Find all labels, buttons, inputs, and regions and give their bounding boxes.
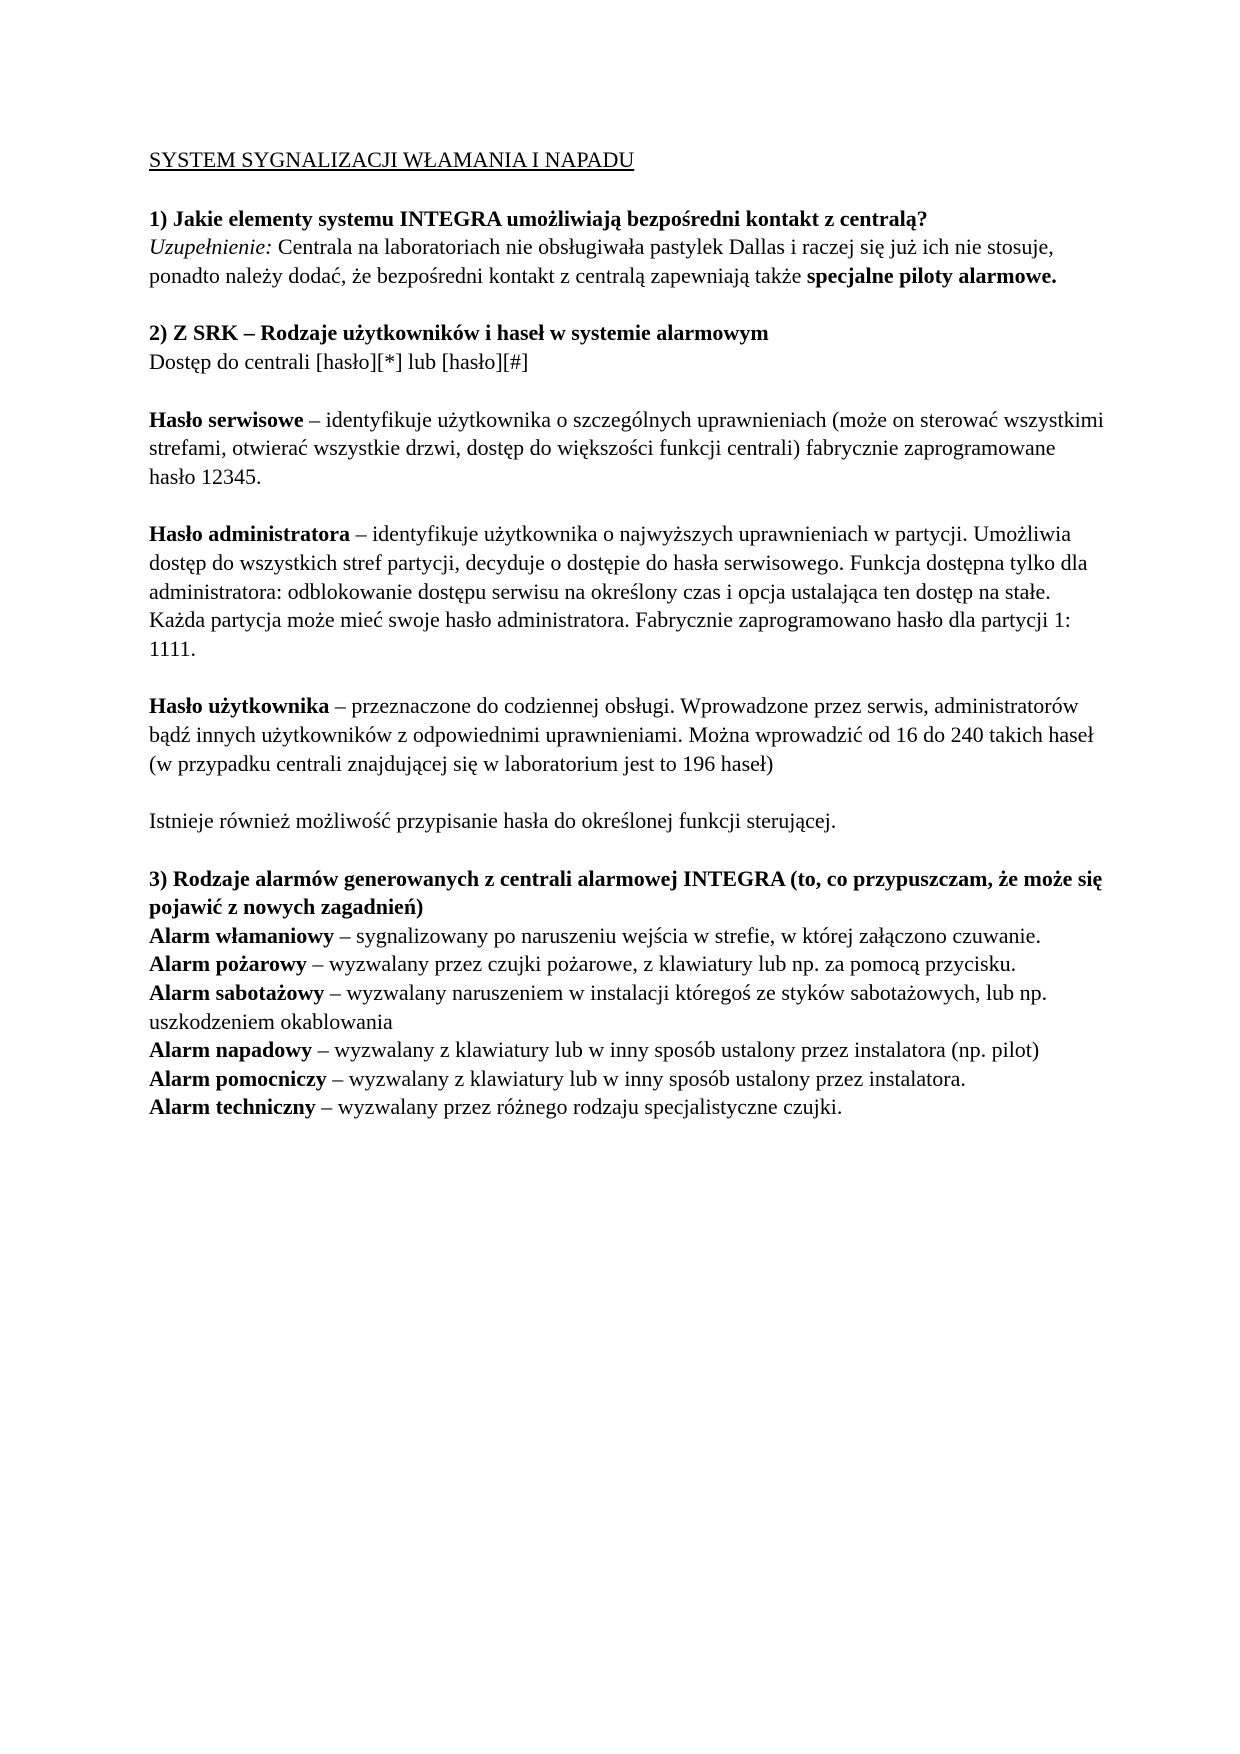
note-paragraph [149,807,1104,836]
section-2-heading: 2) Z SRK – Rodzaje użytkowników i haseł w systemie alarmowym [149,320,769,346]
alarm-text: – sygnalizowany po naruszeniu wejścia w strefie, w której załączono czuwanie. [334,922,1041,948]
section-1-supplement [149,233,1104,290]
alarm-text: – wyzwalany z klawiatury lub w inny sposób ustalony przez instalatora (np. pilot) [312,1037,1040,1063]
service-password-text: – identyfikuje użytkownika o szczególnych uprawnieniach (może on sterować wszystkimi strefami, otwierać wszystkie drzwi, dostęp do większości funkcji centrali) fabrycznie zaprogramowane hasło 12345. [149,406,1104,489]
admin-password-text: – identyfikuje użytkownika o najwyższych uprawnieniach w partycji. Umożliwia dostęp do wszystkich stref partycji, decyduje o dostępie do hasła serwisowego. Funkcja dostępna tylko dla administratora: odblokowanie dostępu serwisu na określony czas i opcja ustalająca ten dostęp na stałe. Każda partycja może mieć swoje hasło administratora. Fabrycznie zaprogramowano hasło dla partycji 1: 1111. [149,521,1088,661]
access-line: Dostęp do centrali [hasło][*] lub [hasło][#] [149,348,529,374]
section-1-heading: 1) Jakie elementy systemu INTEGRA umożliwiają bezpośredni kontakt z centralą? [149,205,928,231]
alarm-item [149,950,1104,979]
alarm-term: Alarm pomocniczy [149,1065,327,1091]
alarm-term: Alarm pożarowy [149,951,307,977]
alarm-item [149,922,1104,951]
alarm-text: – wyzwalany z klawiatury lub w inny sposób ustalony przez instalatora. [326,1065,966,1091]
user-password-text: – przeznaczone do codziennej obsługi. Wprowadzone przez serwis, administratorów bądź innych użytkowników z odpowiednimi uprawnieniami. Można wprowadzić od 16 do 240 takich haseł (w przypadku centrali znajdującej się w laboratorium jest to 196 haseł) [149,693,1094,776]
section-1 [149,205,1104,291]
service-password-term: Hasło serwisowe [149,406,304,432]
document-page [149,146,1104,1122]
supplement-bold: specjalne piloty alarmowe. [806,262,1057,288]
alarm-item [149,1065,1104,1094]
admin-password-paragraph [149,520,1104,663]
alarm-item [149,1093,1104,1122]
document-title: SYSTEM SYGNALIZACJI WŁAMANIA I NAPADU [149,147,635,172]
alarm-text: – wyzwalany przez czujki pożarowe, z klawiatury lub np. za pomocą przycisku. [306,951,1017,977]
section-3 [149,865,1104,1122]
alarm-text: – wyzwalany przez różnego rodzaju specjalistyczne czujki. [315,1094,843,1120]
service-password-paragraph [149,406,1104,492]
supplement-label: Uzupełnienie: [149,234,273,260]
alarm-text: – wyzwalany naruszeniem w instalacji któregoś ze styków sabotażowych, lub np. uszkodzeniem okablowania [149,980,1048,1034]
alarm-term: Alarm włamaniowy [149,922,335,948]
supplement-text: Centrala na laboratoriach nie obsługiwała pastylek Dallas i raczej się już ich nie stosuje, ponadto należy dodać, że bezpośredni kontakt z centralą zapewniają także [149,234,1054,288]
alarm-term: Alarm techniczny [149,1094,316,1120]
alarm-term: Alarm napadowy [149,1037,313,1063]
alarm-item [149,1036,1104,1065]
user-password-paragraph [149,692,1104,778]
alarm-term: Alarm sabotażowy [149,980,325,1006]
admin-password-term: Hasło administratora [149,521,351,547]
section-2-header [149,319,1104,376]
note-text: Istnieje również możliwość przypisanie hasła do określonej funkcji sterującej. [149,808,837,834]
alarm-item [149,979,1104,1036]
user-password-term: Hasło użytkownika [149,693,330,719]
section-3-heading: 3) Rodzaje alarmów generowanych z centrali alarmowej INTEGRA (to, co przypuszczam, że może się pojawić z nowych zagadnień) [149,865,1103,920]
